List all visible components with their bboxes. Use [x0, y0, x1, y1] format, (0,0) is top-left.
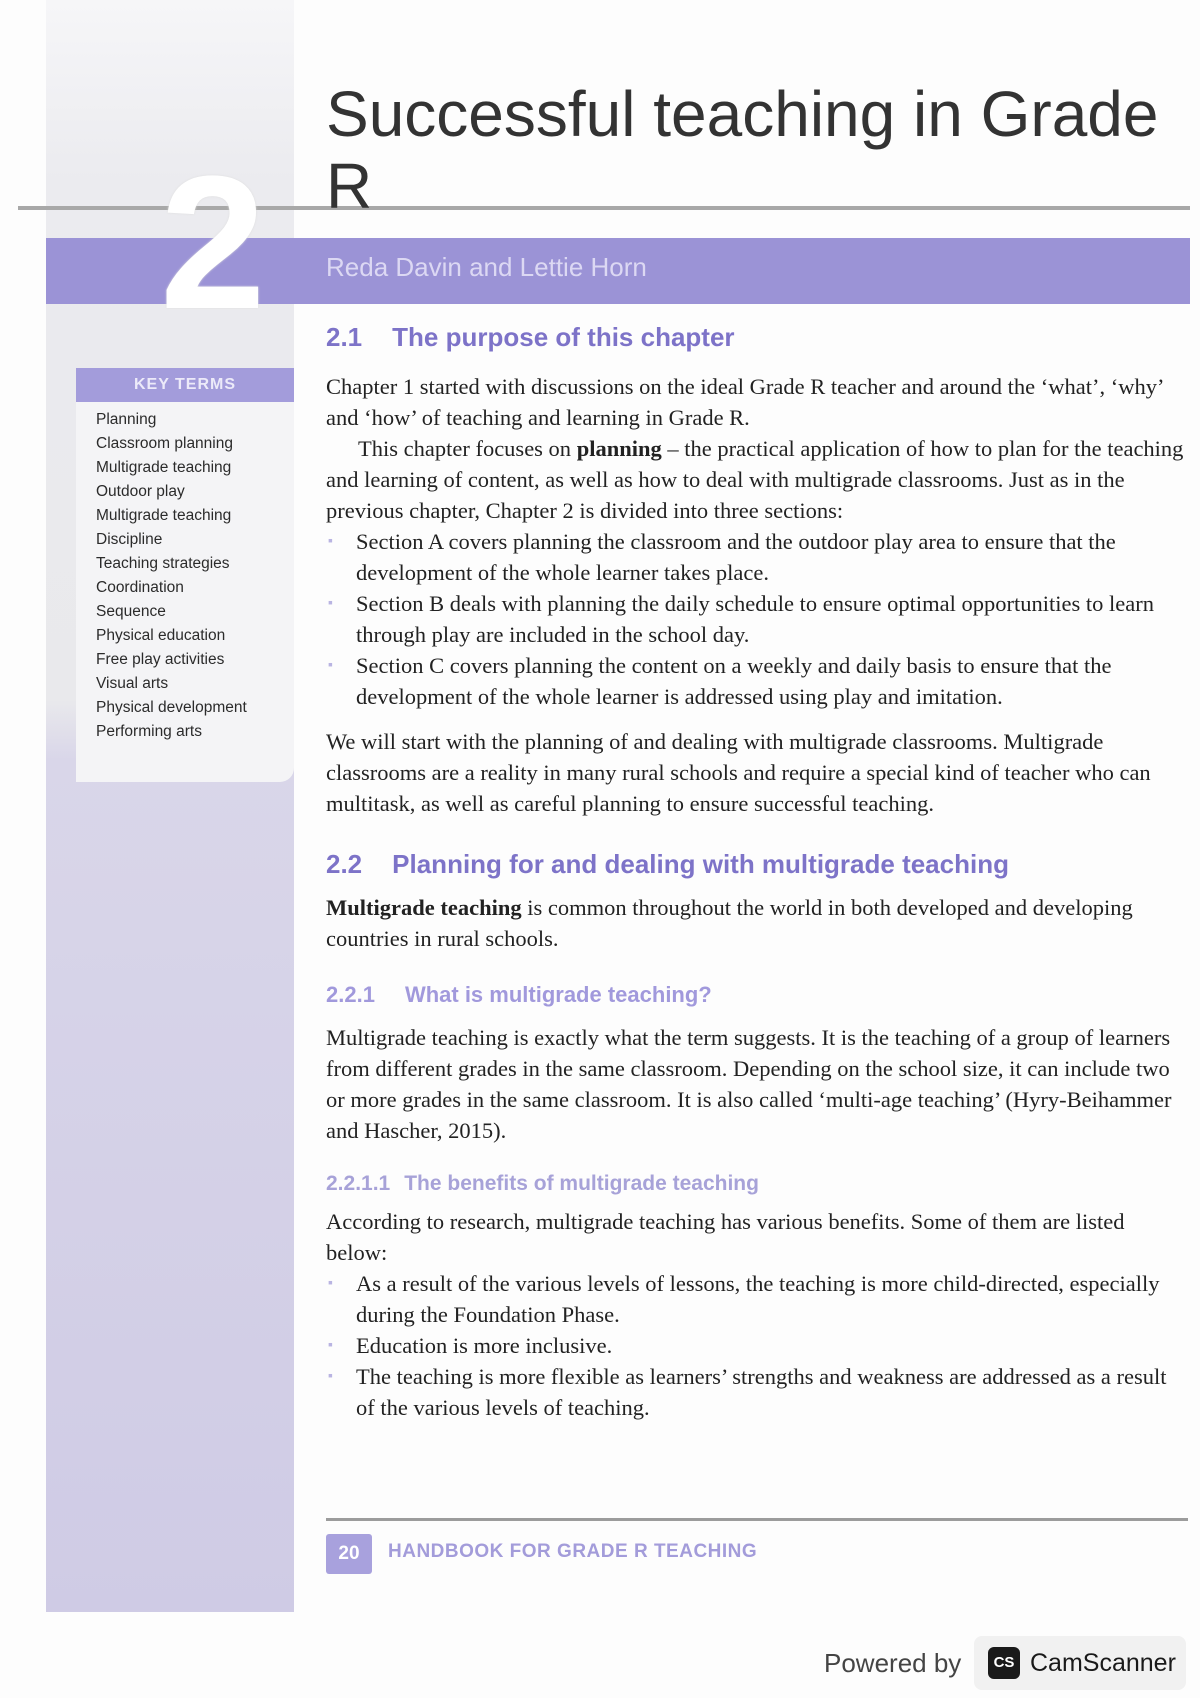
- section-list: [326, 526, 1188, 712]
- section-title: What is multigrade teaching?: [404, 982, 712, 1007]
- running-footer-title: HANDBOOK FOR GRADE R TEACHING: [388, 1541, 758, 1562]
- key-term: Teaching strategies: [96, 555, 230, 572]
- key-terms-heading: KEY TERMS: [76, 368, 294, 402]
- key-term: Planning: [96, 411, 157, 428]
- paragraph: [326, 892, 1188, 954]
- powered-by-label: Powered by: [824, 1648, 962, 1678]
- key-term: Physical education: [96, 627, 226, 644]
- section-heading-2-2-1: [326, 982, 1188, 1008]
- section-number: 2.2: [326, 849, 363, 879]
- paragraph-text: is common throughout the world in both developed and developing countries in rural schools.: [326, 895, 1133, 951]
- page-number: 20: [326, 1534, 372, 1574]
- key-term: Outdoor play: [96, 483, 185, 500]
- paragraph: Multigrade teaching is exactly what the term suggests. It is the teaching of a group of learners from different grades in the same classroom. Depending on the school size, it can include two or more grades in the same classroom. It is also called ‘multi-age teaching’ (Hyry-Beihammer and Hascher, 2015).: [326, 1025, 1172, 1143]
- main-content: [326, 322, 1188, 1423]
- key-term-highlight: Multigrade teaching: [326, 895, 522, 920]
- key-term: Multigrade teaching: [96, 507, 232, 524]
- key-term: Multigrade teaching: [96, 459, 232, 476]
- chapter-number: 2: [160, 137, 266, 349]
- list-item: ▪ Section A covers planning the classroom and the outdoor play area to ensure that the development of the whole learner takes place.: [326, 526, 1188, 588]
- footer-rule: [326, 1518, 1188, 1521]
- key-term: Performing arts: [96, 723, 202, 740]
- chapter-authors: Reda Davin and Lettie Horn: [326, 252, 647, 282]
- list-item: ▪ Education is more inclusive.: [326, 1330, 1188, 1361]
- section-number: 2.2.1: [326, 982, 375, 1007]
- paragraph: We will start with the planning of and dealing with multigrade classrooms. Multigrade classrooms are a reality in many rural schools and require a special kind of teacher who can multitask, as well as careful planning to ensure successful teaching.: [326, 729, 1151, 816]
- key-term: Discipline: [96, 531, 163, 548]
- key-term: Classroom planning: [96, 435, 233, 452]
- section-heading-2-2: [326, 849, 1188, 880]
- list-item: ▪ Section C covers planning the content on a weekly and daily basis to ensure that the development of the whole learner is addressed using play and imitation.: [326, 650, 1188, 712]
- chapter-title: Successful teaching in Grade R: [326, 78, 1159, 222]
- key-term: Coordination: [96, 579, 184, 596]
- paragraph: According to research, multigrade teaching has various benefits. Some of them are listed below:: [326, 1209, 1125, 1265]
- list-item: ▪ Section B deals with planning the daily schedule to ensure optimal opportunities to learn through play are included in the school day.: [326, 588, 1188, 650]
- section-heading-2-1: [326, 322, 1188, 353]
- section-title: The benefits of multigrade teaching: [404, 1172, 759, 1195]
- camscanner-brand: CamScanner: [1030, 1648, 1176, 1677]
- section-number: 2.1: [326, 322, 363, 352]
- section-title: The purpose of this chapter: [392, 322, 735, 352]
- list-item: ▪ As a result of the various levels of lessons, the teaching is more child-directed, especially during the Foundation Phase.: [326, 1268, 1188, 1330]
- key-term-highlight: planning: [576, 436, 662, 461]
- section-title: Planning for and dealing with multigrade teaching: [392, 849, 1009, 879]
- key-terms-list: [96, 408, 296, 744]
- paragraph: Chapter 1 started with discussions on the ideal Grade R teacher and around the ‘what’, ‘why’ and ‘how’ of teaching and learning in Grade R.: [326, 374, 1163, 430]
- key-term: Free play activities: [96, 651, 225, 668]
- paragraph-text: This chapter focuses on: [358, 436, 577, 461]
- camscanner-logo-icon: CS: [988, 1647, 1020, 1679]
- key-term: Visual arts: [96, 675, 169, 692]
- paragraph-text: – the practical application of how to plan for the teaching and learning of content, as well as how to deal with multigrade classrooms. Just as in the previous chapter, Chapter 2 is divided into three sections:: [326, 436, 1184, 523]
- paragraph: [326, 433, 1188, 526]
- key-term: Physical development: [96, 699, 247, 716]
- section-heading-2-2-1-1: [326, 1172, 1188, 1196]
- benefits-list: [326, 1268, 1188, 1423]
- key-term: Sequence: [96, 603, 166, 620]
- list-item: ▪ The teaching is more flexible as learners’ strengths and weakness are addressed as a result of the various levels of teaching.: [326, 1361, 1188, 1423]
- camscanner-badge: [974, 1636, 1186, 1690]
- section-number: 2.2.1.1: [326, 1172, 391, 1195]
